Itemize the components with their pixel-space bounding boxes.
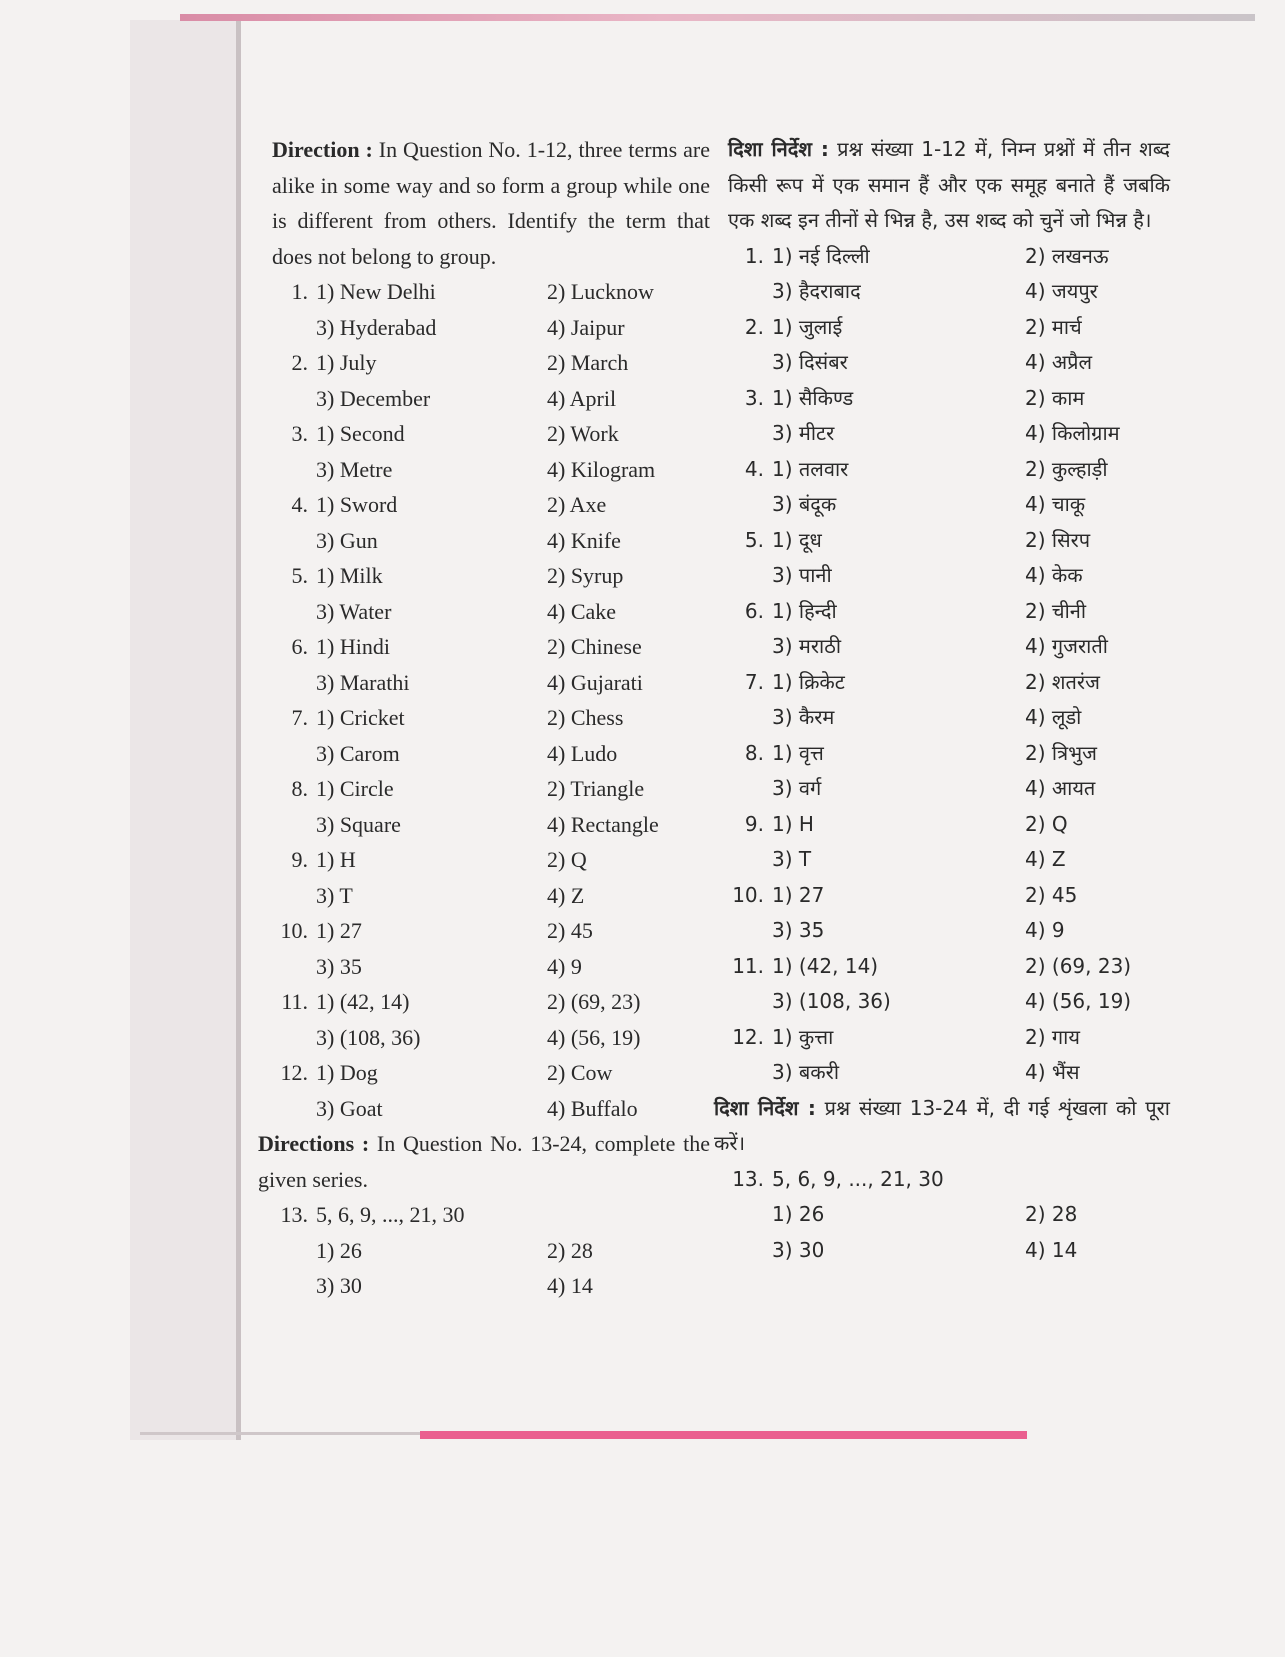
bottom-rule-grey [140,1432,420,1435]
option: 2) त्रिभुज [1025,740,1098,765]
option: 4) (56, 19) [1025,989,1132,1013]
option: 4) Z [547,882,585,908]
option: 1) दूध [772,527,822,552]
option: 4) Ludo [547,740,618,766]
hindi-column [714,132,1170,1268]
option: 3) 35 [772,918,825,942]
direction-text: प्रश्न संख्या 1-12 में, निम्न प्रश्नों में तीन शब्द किसी रूप में एक समान हैं और एक समूह बनाते हैं जबकि एक शब्द इन तीनों से भिन्न है, उस शब्द को चुनें जो भिन्न है। [728,137,1170,232]
left-margin-rule [236,20,241,1440]
direction-text: प्रश्न संख्या 13-24 में, दी गई शृंखला को पूरा करें। [714,1095,1170,1155]
option: 2) सिरप [1025,527,1091,552]
option: 1) (42, 14) [316,989,410,1014]
question-list-en [272,274,710,1126]
option: 2) गाय [1025,1024,1080,1049]
option: 1) क्रिकेट [772,669,845,694]
option: 4) 14 [547,1273,593,1298]
option: 1) July [316,350,377,375]
option: 1) Dog [316,1060,378,1085]
direction-1-en [272,132,710,274]
option: 3) December [316,385,431,411]
option: 4) अप्रैल [1025,350,1093,374]
option: 2) लखनऊ [1025,243,1109,268]
question-13-hi [728,1162,1170,1269]
option: 2) Axe [547,492,607,517]
option: 4) केक [1025,563,1083,587]
question-number: 9. [744,811,764,836]
option: 1) Milk [316,563,383,588]
question-number: 8. [291,776,308,801]
option: 4) Z [1025,847,1066,871]
question-number: 5. [291,563,308,588]
question-number: 4. [744,456,764,481]
question-item [272,842,710,913]
question-item [728,381,1170,452]
option: 2) 28 [547,1237,593,1263]
option: 4) लूडो [1025,705,1082,729]
question-item [272,274,710,345]
option: 3) मराठी [772,634,842,658]
direction-label: Directions : [258,1131,370,1156]
option: 4) गुजराती [1025,634,1108,658]
option: 3) (108, 36) [772,989,891,1013]
option: 1) वृत्त [772,740,824,765]
option: 3) Gun [316,527,378,553]
option: 2) चीनी [1025,598,1087,623]
question-number: 1. [744,243,764,268]
question-item [272,1055,710,1126]
question-list-hi [728,239,1170,1091]
question-item [272,558,710,629]
option: 1) तलवार [772,456,849,481]
option: 1) New Delhi [316,279,436,304]
option: 1) सैकिण्ड [772,385,854,410]
direction-2-hi [714,1091,1170,1162]
option: 3) Marathi [316,669,410,695]
option: 4) भैंस [1025,1060,1080,1084]
question-number: 12. [280,1060,308,1085]
option: 4) किलोग्राम [1025,421,1120,445]
option: 2) कुल्हाड़ी [1025,456,1108,481]
option: 3) बकरी [772,1060,840,1084]
question-13-en [272,1197,710,1304]
option: 4) (56, 19) [547,1024,641,1050]
option: 4) Rectangle [547,811,659,837]
question-item [728,239,1170,310]
question-item [272,984,710,1055]
question-number: 2. [744,314,764,339]
direction-2-en [258,1126,710,1197]
option: 4) Gujarati [547,669,643,695]
option: 2) शतरंज [1025,669,1100,694]
question-number: 8. [744,740,764,765]
option: 1) 26 [772,1202,825,1226]
option: 1) H [316,847,356,872]
option: 4) 14 [1025,1237,1078,1262]
question-number: 7. [744,669,764,694]
option: 1) जुलाई [772,314,843,339]
option: 3) वर्ग [772,776,822,800]
option: 2) (69, 23) [1025,953,1132,978]
option: 4) चाकू [1025,492,1086,516]
question-item [272,416,710,487]
option: 4) Kilogram [547,456,656,482]
option: 2) March [547,350,629,375]
option: 1) (42, 14) [772,953,879,978]
question-number: 5. [744,527,764,552]
question-item [272,487,710,558]
left-margin-strip [130,20,236,1440]
option: 3) Carom [316,740,400,766]
option: 1) Hindi [316,634,390,659]
option: 3) 30 [316,1273,362,1298]
question-item [728,1020,1170,1091]
question-number: 11. [732,953,764,978]
option: 3) Goat [316,1095,383,1121]
option: 2) Chinese [547,634,642,659]
option: 2) Lucknow [547,279,654,304]
question-item [272,700,710,771]
option: 2) Chess [547,705,624,730]
option: 2) Triangle [547,776,645,801]
option: 4) Knife [547,527,621,553]
option: 3) Square [316,811,401,837]
question-number: 1. [291,279,308,304]
question-item [272,771,710,842]
option: 1) कुत्ता [772,1024,834,1049]
option: 3) 35 [316,953,362,979]
option: 2) Syrup [547,563,624,588]
bottom-accent-rule [420,1431,1027,1439]
question-number: 10. [280,918,308,943]
direction-1-hi [728,132,1170,239]
question-number: 13. [732,1166,764,1191]
question-number: 6. [744,598,764,623]
option: 3) T [772,847,812,871]
question-item [728,878,1170,949]
option: 2) काम [1025,385,1085,410]
option: 2) Work [547,421,619,446]
option: 1) हिन्दी [772,598,837,623]
question-number: 2. [291,350,308,375]
question-item [272,345,710,416]
series-text: 5, 6, 9, ..., 21, 30 [772,1166,944,1191]
option: 4) Jaipur [547,314,625,340]
option: 3) Water [316,598,392,624]
option: 2) मार्च [1025,314,1082,339]
option: 1) Second [316,421,405,446]
option: 3) दिसंबर [772,350,848,374]
question-number: 3. [291,421,308,446]
option: 3) हैदराबाद [772,279,861,303]
direction-label: दिशा निर्देश : [728,137,829,161]
option: 1) 26 [316,1237,362,1263]
option: 2) Q [547,847,587,872]
option: 4) जयपुर [1025,279,1098,303]
question-item [728,452,1170,523]
question-item [272,629,710,700]
question-item [272,913,710,984]
direction-label: दिशा निर्देश : [714,1095,816,1120]
question-number: 13. [280,1202,308,1227]
question-item [728,523,1170,594]
question-item [728,665,1170,736]
question-number: 10. [732,882,764,907]
option: 2) (69, 23) [547,989,641,1014]
direction-label: Direction : [272,137,373,162]
option: 1) 27 [316,918,362,943]
question-number: 3. [744,385,764,410]
option: 1) H [772,811,814,836]
option: 3) 30 [772,1237,825,1262]
option: 2) Cow [547,1060,613,1085]
option: 3) Metre [316,456,393,482]
question-item [728,736,1170,807]
option: 3) बंदूक [772,492,837,516]
question-number: 4. [291,492,308,517]
option: 3) T [316,882,353,908]
option: 3) पानी [772,563,832,587]
question-item [728,949,1170,1020]
option: 3) मीटर [772,421,835,445]
option: 2) 28 [1025,1202,1078,1226]
question-item [728,594,1170,665]
option: 2) Q [1025,811,1068,836]
question-item [728,310,1170,381]
option: 4) April [547,385,617,411]
option: 4) Buffalo [547,1095,638,1121]
option: 4) आयत [1025,776,1096,800]
question-number: 7. [291,705,308,730]
direction-text: In Question No. 1-12, three terms are alike in some way and so form a group while one is different from others. Identify the term that does not belong to group. [272,137,710,269]
series-text: 5, 6, 9, ..., 21, 30 [316,1202,465,1227]
option: 2) 45 [1025,882,1078,907]
option: 3) Hyderabad [316,314,437,340]
option: 3) (108, 36) [316,1024,421,1050]
option: 4) Cake [547,598,617,624]
question-number: 12. [732,1024,764,1049]
direction-text: In Question No. 13-24, complete the given series. [258,1131,710,1192]
option: 4) 9 [1025,918,1065,942]
english-column [258,132,710,1304]
option: 1) Sword [316,492,398,517]
option: 1) Circle [316,776,394,801]
option: 1) 27 [772,882,825,907]
question-item [728,807,1170,878]
question-number: 9. [291,847,308,872]
question-number: 6. [291,634,308,659]
top-rule [180,14,1255,21]
question-number: 11. [281,989,308,1014]
option: 1) Cricket [316,705,405,730]
option: 4) 9 [547,953,582,979]
option: 1) नई दिल्ली [772,243,870,268]
option: 2) 45 [547,918,593,943]
option: 3) कैरम [772,705,835,729]
